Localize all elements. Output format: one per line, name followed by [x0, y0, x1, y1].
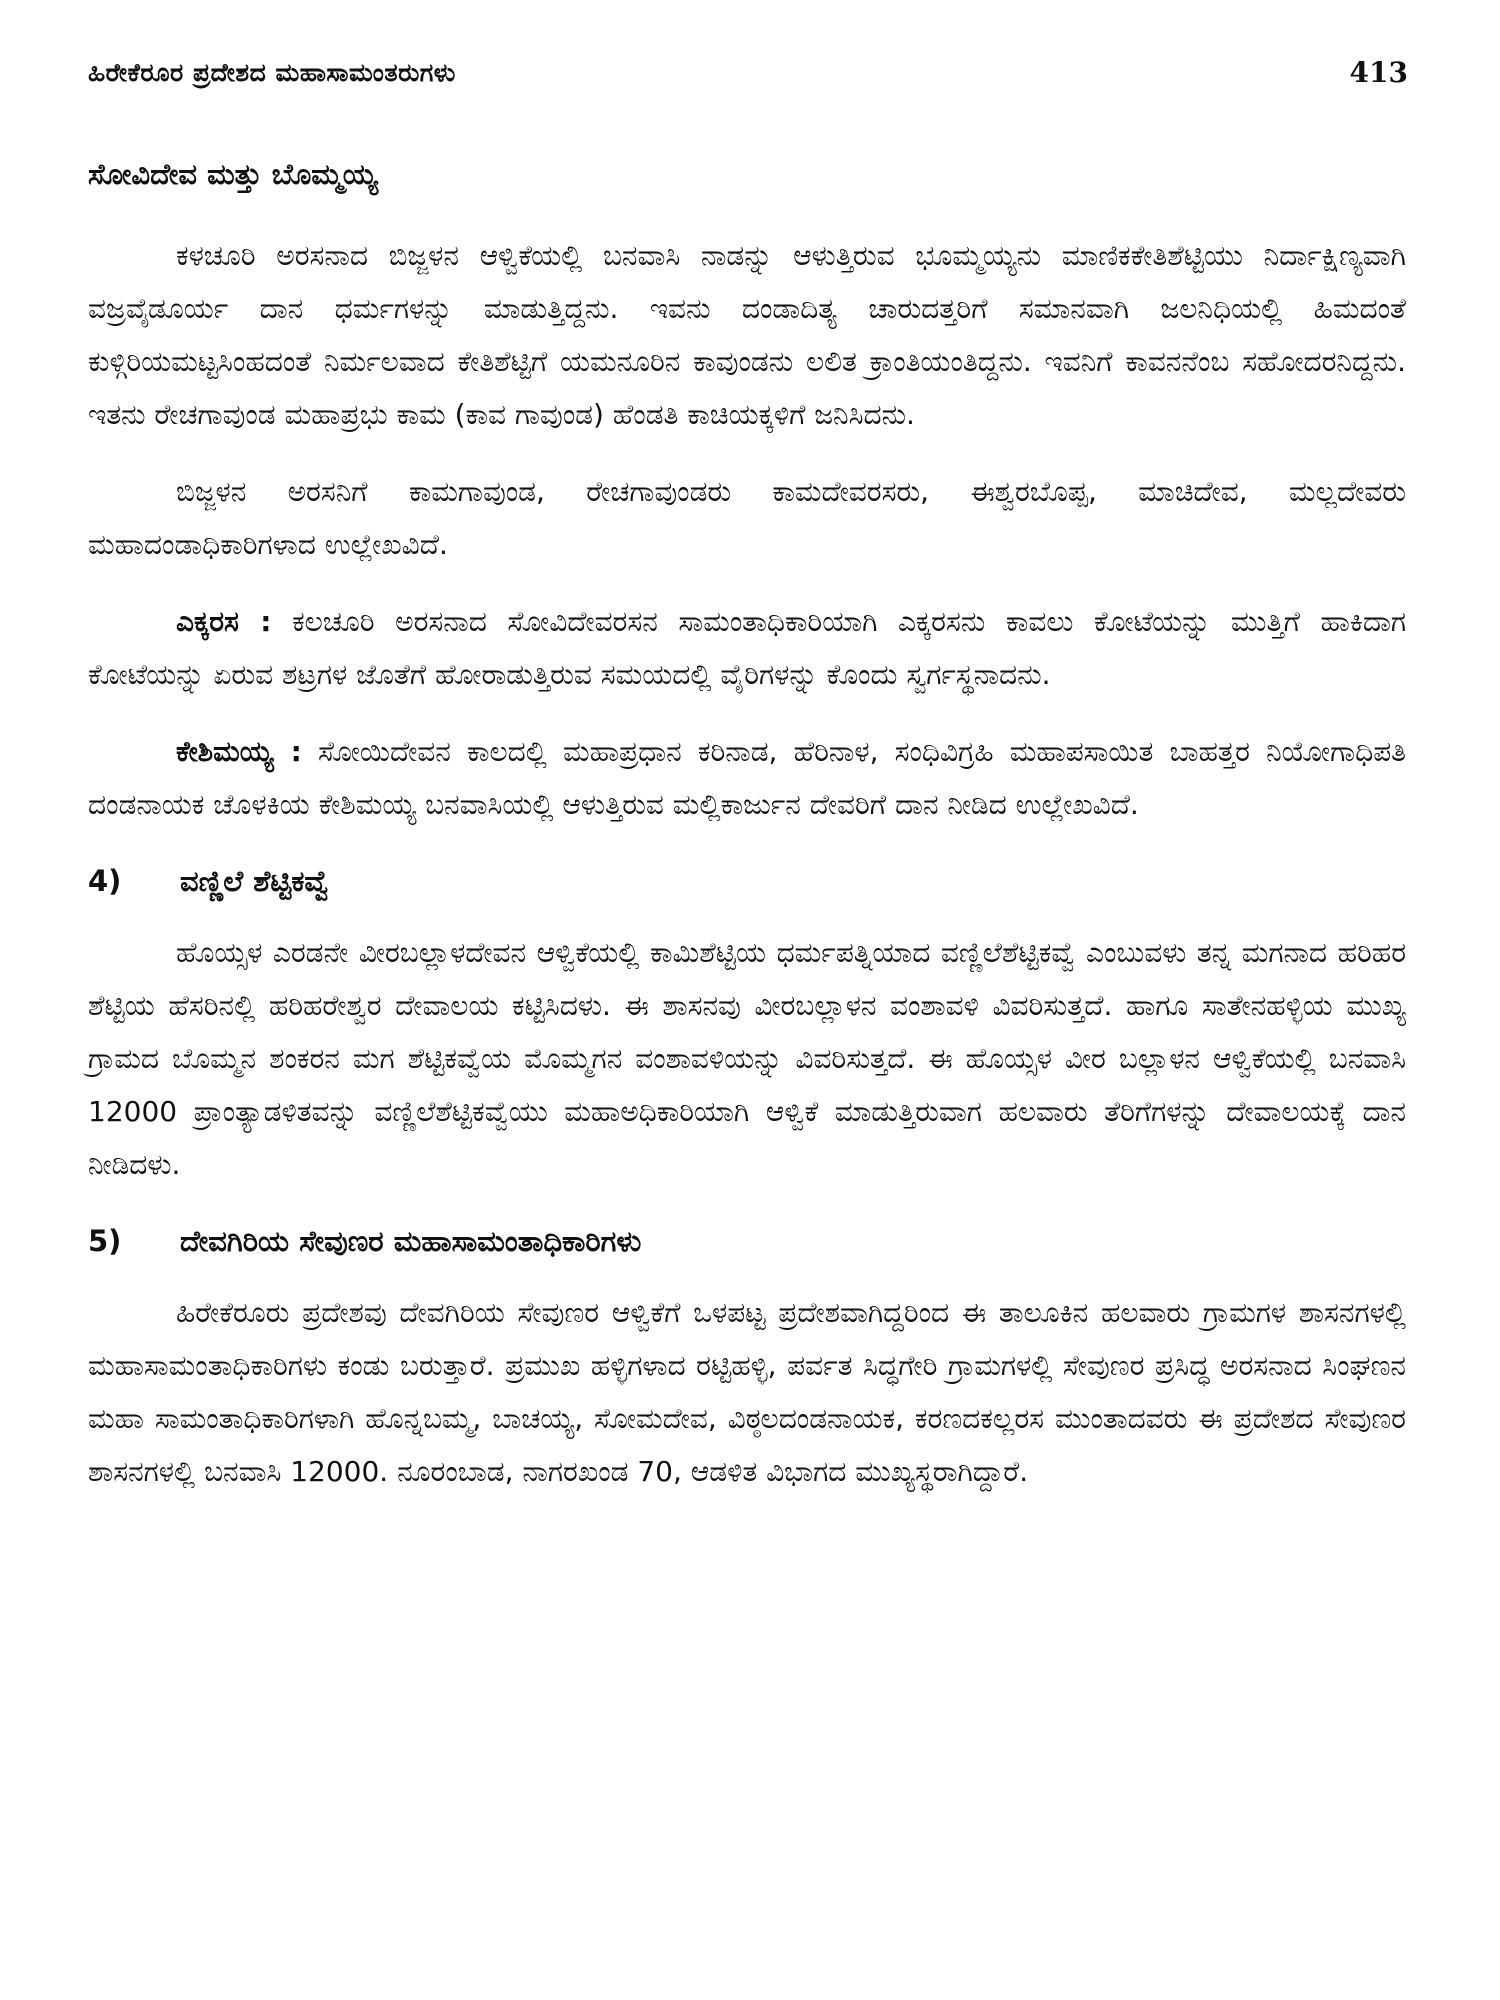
page-body: [88, 148, 1406, 1498]
paragraph-text: ಕಲಚೂರಿ ಅರಸನಾದ ಸೋವಿದೇವರಸನ ಸಾಮಂತಾಧಿಕಾರಿಯಾಗಿ ಎಕ್ಕರಸನು ಕಾವಲು ಕೋಟೆಯನ್ನು ಮುತ್ತಿಗೆ ಹಾಕಿದಾಗ ಕೋಟೆಯನ್ನು ಏರುವ ಶಟ್ರಗಳ ಜೊತೆಗೆ ಹೋರಾಡುತ್ತಿರುವ ಸಮಯದಲ್ಲಿ ವೈರಿಗಳನ್ನು ಕೊಂದು ಸ್ವರ್ಗಸ್ಥನಾದನು.: [88, 605, 1406, 691]
lead-term: ಎಕ್ಕರಸ :: [176, 605, 272, 638]
section-number: 5): [88, 1224, 122, 1258]
paragraph-ekkarasa: [88, 595, 1406, 701]
paragraph-keshimayya: [88, 725, 1406, 831]
running-title: ಹಿರೇಕೆರೂರ ಪ್ರದೇಶದ ಮಹಾಸಾಮಂತರುಗಳು: [88, 58, 456, 87]
paragraph: ಬಿಜ್ಜಳನ ಅರಸನಿಗೆ ಕಾಮಗಾವುಂಡ, ರೇಚಗಾವುಂಡರು ಕಾಮದೇವರಸರು, ಈಶ್ವರಬೊಪ್ಪ, ಮಾಚಿದೇವ, ಮಲ್ಲದೇವರು ಮಹಾದಂಡಾಧಿಕಾರಿಗಳಾದ ಉಲ್ಲೇಖವಿದೆ.: [88, 475, 1406, 561]
paragraph: ಹಿರೇಕೆರೂರು ಪ್ರದೇಶವು ದೇವಗಿರಿಯ ಸೇವುಣರ ಆಳ್ವಿಕೆಗೆ ಒಳಪಟ್ಟ ಪ್ರದೇಶವಾಗಿದ್ದರಿಂದ ಈ ತಾಲೂಕಿನ ಹಲವಾರು ಗ್ರಾಮಗಳ ಶಾಸನಗಳಲ್ಲಿ ಮಹಾಸಾಮಂತಾಧಿಕಾರಿಗಳು ಕಂಡು ಬರುತ್ತಾರೆ. ಪ್ರಮುಖ ಹಳ್ಳಿಗಳಾದ ರಟ್ಟಿಹಳ್ಳಿ, ಪರ್ವತ ಸಿದ್ಧಗೇರಿ ಗ್ರಾಮಗಳಲ್ಲಿ ಸೇವುಣರ ಪ್ರಸಿದ್ಧ ಅರಸನಾದ ಸಿಂಘಣನ ಮಹಾ ಸಾಮಂತಾಧಿಕಾರಿಗಳಾಗಿ ಹೊನ್ನಬಮ್ಮ, ಬಾಚಯ್ಯ, ಸೋಮದೇವ, ವಿಠ್ಠಲದಂಡನಾಯಕ, ಕರಣದಕಲ್ಲರಸ ಮುಂತಾದವರು ಈ ಪ್ರದೇಶದ ಸೇವುಣರ ಶಾಸನಗಳಲ್ಲಿ ಬನವಾಸಿ 12000. ನೂರಂಬಾಡ, ನಾಗರಖಂಡ 70, ಆಡಳಿತ ವಿಭಾಗದ ಮುಖ್ಯಸ್ಥರಾಗಿದ್ದಾರೆ.: [88, 1296, 1406, 1488]
paragraph: ಹೊಯ್ಸಳ ಎರಡನೇ ವೀರಬಲ್ಲಾಳದೇವನ ಆಳ್ವಿಕೆಯಲ್ಲಿ ಕಾಮಿಶೆಟ್ಟಿಯ ಧರ್ಮಪತ್ನಿಯಾದ ವಣ್ಣಿಲೆಶೆಟ್ಟಿಕವ್ವೆ ಎಂಬುವಳು ತನ್ನ ಮಗನಾದ ಹರಿಹರ ಶೆಟ್ಟಿಯ ಹೆಸರಿನಲ್ಲಿ ಹರಿಹರೇಶ್ವರ ದೇವಾಲಯ ಕಟ್ಟಿಸಿದಳು. ಈ ಶಾಸನವು ವೀರಬಲ್ಲಾಳನ ವಂಶಾವಳಿ ವಿವರಿಸುತ್ತದೆ. ಹಾಗೂ ಸಾತೇನಹಳ್ಳಿಯ ಮುಖ್ಯ ಗ್ರಾಮದ ಬೊಮ್ಮನ ಶಂಕರನ ಮಗ ಶೆಟ್ಟಿಕವ್ವೆಯ ಮೊಮ್ಮಗನ ವಂಶಾವಳಿಯನ್ನು ವಿವರಿಸುತ್ತದೆ. ಈ ಹೊಯ್ಸಳ ವೀರ ಬಲ್ಲಾಳನ ಆಳ್ವಿಕೆಯಲ್ಲಿ ಬನವಾಸಿ 12000 ಪ್ರಾಂತ್ಯಾಡಳಿತವನ್ನು ವಣ್ಣಿಲೆಶೆಟ್ಟಿಕವ್ವೆಯು ಮಹಾಅಧಿಕಾರಿಯಾಗಿ ಆಳ್ವಿಕೆ ಮಾಡುತ್ತಿರುವಾಗ ಹಲವಾರು ತೆರಿಗೆಗಳನ್ನು ದೇವಾಲಯಕ್ಕೆ ದಾನ ನೀಡಿದಳು.: [88, 936, 1406, 1181]
paragraph-text: ಸೋಯಿದೇವನ ಕಾಲದಲ್ಲಿ ಮಹಾಪ್ರಧಾನ ಕರಿನಾಡ, ಹೆರಿನಾಳ, ಸಂಧಿವಿಗ್ರಹಿ ಮಹಾಪಸಾಯಿತ ಬಾಹತ್ತರ ನಿಯೋಗಾಧಿಪತಿ ದಂಡನಾಯಕ ಚೊಳಕಿಯ ಕೇಶಿಮಯ್ಯ ಬನವಾಸಿಯಲ್ಲಿ ಆಳುತ್ತಿರುವ ಮಲ್ಲಿಕಾರ್ಜುನ ದೇವರಿಗೆ ದಾನ ನೀಡಿದ ಉಲ್ಲೇಖವಿದೆ.: [88, 735, 1406, 821]
section-heading-sovideva: ಸೋವಿದೇವ ಮತ್ತು ಬೊಮ್ಮಯ್ಯ: [88, 157, 378, 191]
paragraph: ಕಳಚೂರಿ ಅರಸನಾದ ಬಿಜ್ಜಳನ ಆಳ್ವಿಕೆಯಲ್ಲಿ ಬನವಾಸಿ ನಾಡನ್ನು ಆಳುತ್ತಿರುವ ಭೂಮ್ಮಯ್ಯನು ಮಾಣಿಕಕೇತಿಶೆಟ್ಟಿಯು ನಿರ್ದಾಕ್ಷಿಣ್ಯವಾಗಿ ವಜ್ರವೈಡೂರ್ಯ ದಾನ ಧರ್ಮಗಳನ್ನು ಮಾಡುತ್ತಿದ್ದನು. ಇವನು ದಂಡಾದಿತ್ಯ ಚಾರುದತ್ತರಿಗೆ ಸಮಾನವಾಗಿ ಜಲನಿಧಿಯಲ್ಲಿ ಹಿಮದಂತೆ ಕುಳ್ಗಿರಿಯಮಟ್ಟಸಿಂಹದಂತೆ ನಿರ್ಮಲವಾದ ಕೇತಿಶೆಟ್ಟಿಗೆ ಯಮನೂರಿನ ಕಾವುಂಡನು ಲಲಿತ ಕ್ರಾಂತಿಯಂತಿದ್ದನು. ಇವನಿಗೆ ಕಾವನನೆಂಬ ಸಹೋದರನಿದ್ದನು. ಇತನು ರೇಚಗಾವುಂಡ ಮಹಾಪ್ರಭು ಕಾಮ (ಕಾವ ಗಾವುಂಡ) ಹೆಂಡತಿ ಕಾಚಿಯಕ್ಕಳಿಗೆ ಜನಿಸಿದನು.: [88, 239, 1406, 431]
section-title: ದೇವಗಿರಿಯ ಸೇವುಣರ ಮಹಾಸಾಮಂತಾಧಿಕಾರಿಗಳು: [180, 1224, 642, 1258]
section-title: ವಣ್ಣಿಲೆ ಶೆಟ್ಟಿಕವ್ವೆ: [180, 864, 330, 898]
section-number: 4): [88, 864, 122, 898]
section-heading-5: [88, 1215, 1406, 1268]
page-number: 413: [1349, 56, 1408, 89]
section-heading-4: [88, 855, 1406, 908]
lead-term: ಕೇಶಿಮಯ್ಯ :: [176, 735, 302, 768]
